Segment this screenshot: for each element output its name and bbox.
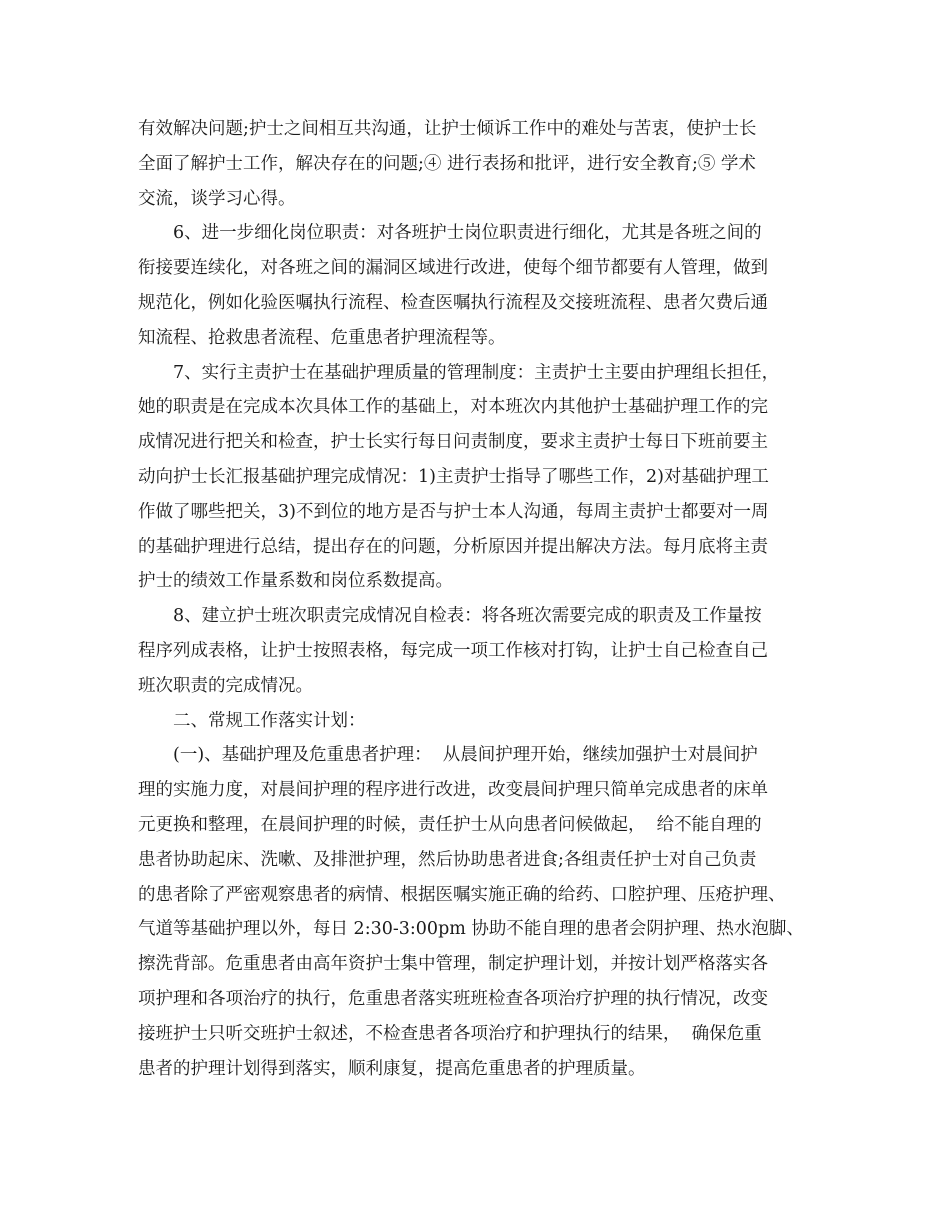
text-line: 动向护士长汇报基础护理完成情况：1)主责护士指导了哪些工作，2)对基础护理工 <box>138 466 769 487</box>
text-line: 交流，谈学习心得。 <box>138 188 296 209</box>
text-line: 8、建立护士班次职责完成情况自检表：将各班次需要完成的职责及工作量按 <box>173 606 762 627</box>
text-line: 知流程、抢救患者流程、危重患者护理流程等。 <box>138 327 506 348</box>
text-line: 护士的绩效工作量系数和岗位系数提高。 <box>138 571 453 592</box>
text-line: 的基础护理进行总结，提出存在的问题，分析原因并提出解决方法。每月底将主责 <box>138 536 768 557</box>
text-line: 患者协助起床、洗嗽、及排泄护理，然后协助患者进食;各组责任护士对自己负责 <box>138 849 757 870</box>
text-line: 元更换和整理，在晨间护理的时候，责任护士从向患者问候做起， 给不能自理的 <box>138 814 762 835</box>
text-line: 擦洗背部。危重患者由高年资护士集中管理，制定护理计划，并按计划严格落实各 <box>138 954 768 975</box>
text-line: 7、实行主责护士在基础护理质量的管理制度：主责护士主要由护理组长担任， <box>173 362 780 383</box>
text-line: 患者的护理计划得到落实，顺利康复，提高危重患者的护理质量。 <box>138 1058 646 1079</box>
text-line: 作做了哪些把关，3)不到位的地方是否与护士本人沟通，每周主责护士都要对一周 <box>138 501 769 522</box>
text-line: 项护理和各项治疗的执行，危重患者落实班班检查各项治疗护理的执行情况，改变 <box>138 988 768 1009</box>
text-line: 有效解决问题;护士之间相互共沟通，让护士倾诉工作中的难处与苦衷，使护士长 <box>138 119 757 139</box>
text-line: 衔接要连续化，对各班之间的漏洞区域进行改进，使每个细节都要有人管理，做到 <box>138 258 768 279</box>
text-line: 接班护士只听交班护士叙述，不检查患者各项治疗和护理执行的结果， 确保危重 <box>138 1023 762 1044</box>
text-line: 理的实施力度，对晨间护理的程序进行改进，改变晨间护理只简单完成患者的床单 <box>138 780 768 801</box>
text-line: 二、常规工作落实计划： <box>173 710 366 731</box>
text-line: (一)、基础护理及危重患者护理： 从晨间护理开始，继续加强护士对晨间护 <box>173 745 758 766</box>
text-line: 的患者除了严密观察患者的病情、根据医嘱实施正确的给药、口腔护理、压疮护理、 <box>138 884 786 905</box>
text-line: 6、进一步细化岗位职责：对各班护士岗位职责进行细化，尤其是各班之间的 <box>173 223 762 244</box>
document-body <box>138 112 818 1086</box>
text-line: 程序列成表格，让护士按照表格，每完成一项工作核对打钩，让护士自己检查自己 <box>138 640 768 661</box>
text-line: 她的职责是在完成本次具体工作的基础上，对本班次内其他护士基础护理工作的完 <box>138 397 768 418</box>
text-line: 成情况进行把关和检查，护士长实行每日问责制度，要求主责护士每日下班前要主 <box>138 432 768 453</box>
text-line: 规范化，例如化验医嘱执行流程、检查医嘱执行流程及交接班流程、患者欠费后通 <box>138 292 768 313</box>
text-line: 气道等基础护理以外，每日 2:30-3:00pm 协助不能自理的患者会阴护理、热水泡脚、 <box>138 919 804 940</box>
text-line: 班次职责的完成情况。 <box>138 675 313 696</box>
text-line: 全面了解护士工作，解决存在的问题;④ 进行表扬和批评，进行安全教育;⑤ 学术 <box>138 153 756 174</box>
